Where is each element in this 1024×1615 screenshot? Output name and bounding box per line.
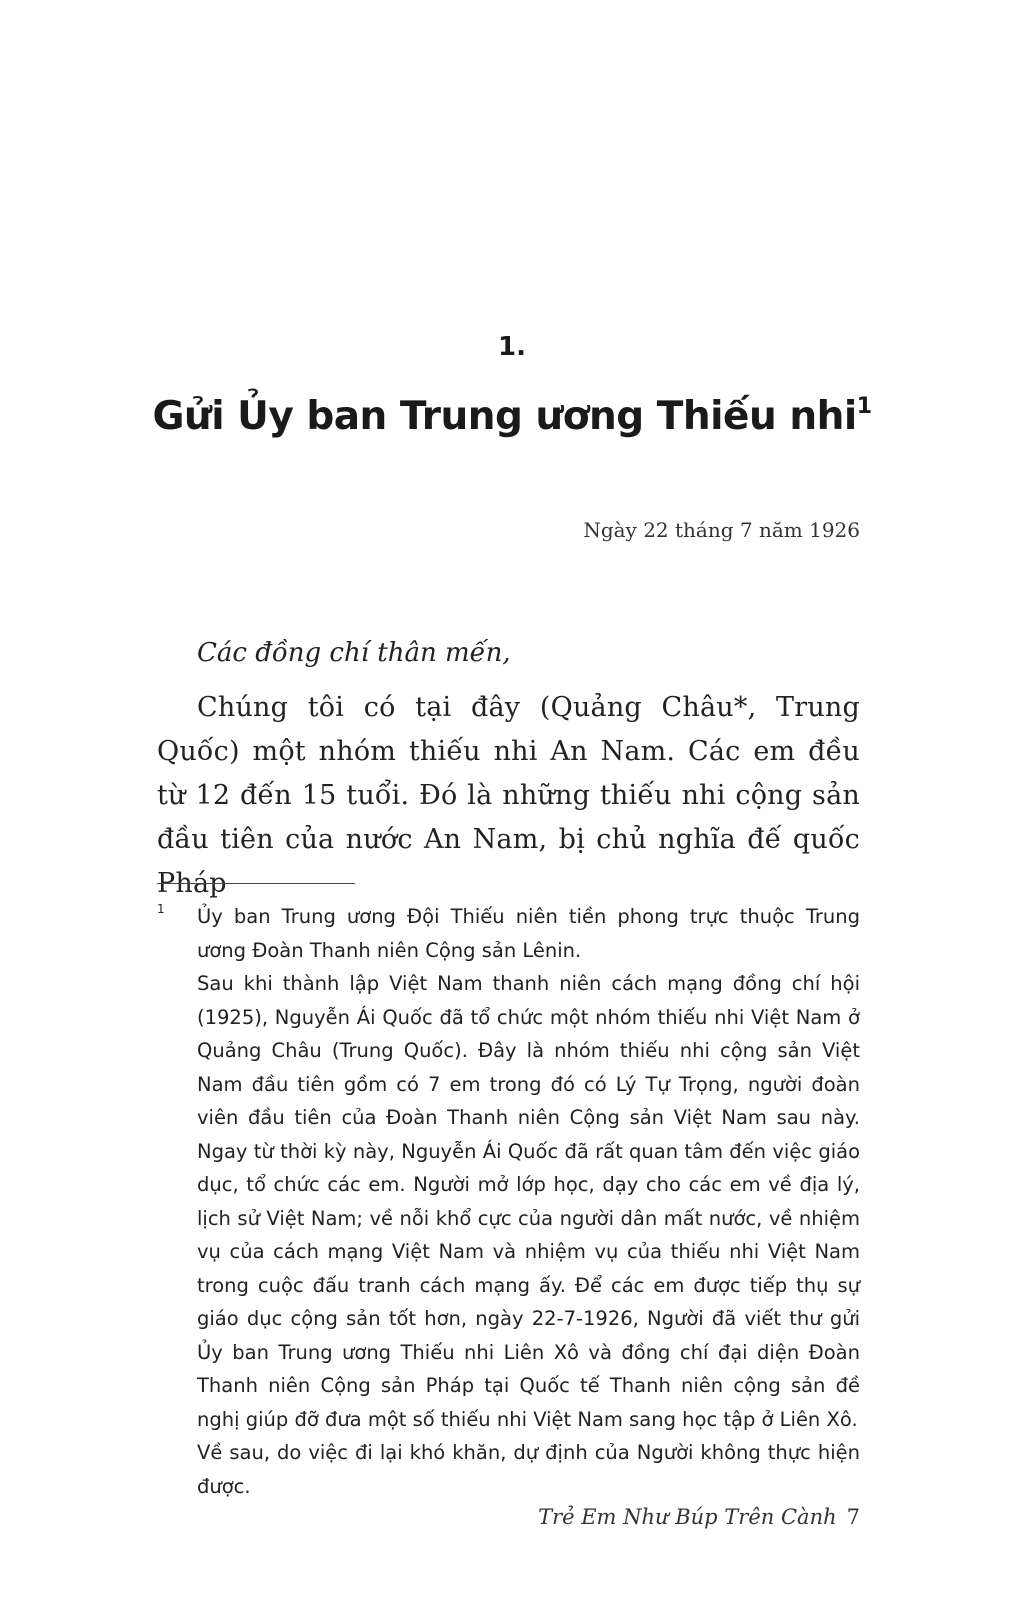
footnote-divider [157, 883, 355, 884]
body-paragraph: Chúng tôi có tại đây (Quảng Châu*, Trung Quốc) một nhóm thiếu nhi An Nam. Các em đều từ 12 đến 15 tuổi. Đó là những thiếu nhi cộng sản đầu tiên của nước An Nam, bị chủ nghĩa đế quốc Pháp [157, 692, 860, 899]
footnote-paragraph: Ủy ban Trung ương Đội Thiếu niên tiền phong trực thuộc Trung ương Đoàn Thanh niên Cộng sản Lênin. [197, 905, 860, 962]
chapter-title [0, 392, 1024, 442]
footnote-reference: 1 [856, 394, 872, 419]
footnote-marker: 1 [157, 902, 165, 916]
footnote-paragraph: Về sau, do việc đi lại khó khăn, dự định của Người không thực hiện được. [197, 1441, 860, 1498]
running-title: Trẻ Em Như Búp Trên Cành [538, 1505, 837, 1529]
footnote-paragraph: Sau khi thành lập Việt Nam thanh niên cách mạng đồng chí hội (1925), Nguyễn Ái Quốc đã tổ chức một nhóm thiếu nhi Việt Nam ở Quảng Châu (Trung Quốc). Đây là nhóm thiếu nhi cộng sản Việt Nam đầu tiên gồm có 7 em trong đó có Lý Tự Trọng, người đoàn viên đầu tiên của Đoàn Thanh niên Cộng sản Việt Nam sau này. Ngay từ thời kỳ này, Nguyễn Ái Quốc đã rất quan tâm đến việc giáo dục, tổ chức các em. Người mở lớp học, dạy cho các em về địa lý, lịch sử Việt Nam; về nỗi khổ cực của người dân mất nước, về nhiệm vụ của cách mạng Việt Nam và nhiệm vụ của thiếu nhi Việt Nam trong cuộc đấu tranh cách mạng ấy. Để các em được tiếp thụ sự giáo dục cộng sản tốt hơn, ngày 22-7-1926, Người đã viết thư gửi Ủy ban Trung ương Thiếu nhi Liên Xô và đồng chí đại diện Đoàn Thanh niên Cộng sản Pháp tại Quốc tế Thanh niên cộng sản đề nghị giúp đỡ đưa một số thiếu nhi Việt Nam sang học tập ở Liên Xô. [197, 972, 860, 1431]
page-number: 7 [846, 1505, 860, 1529]
chapter-number: 1. [498, 332, 526, 362]
salutation: Các đồng chí thân mến, [197, 638, 511, 668]
footnote-body [197, 900, 860, 1503]
chapter-title-text: Gửi Ủy ban Trung ương Thiếu nhi [152, 394, 857, 439]
letter-date: Ngày 22 tháng 7 năm 1926 [583, 518, 860, 542]
footnote [157, 900, 860, 1503]
running-footer [420, 1502, 860, 1532]
